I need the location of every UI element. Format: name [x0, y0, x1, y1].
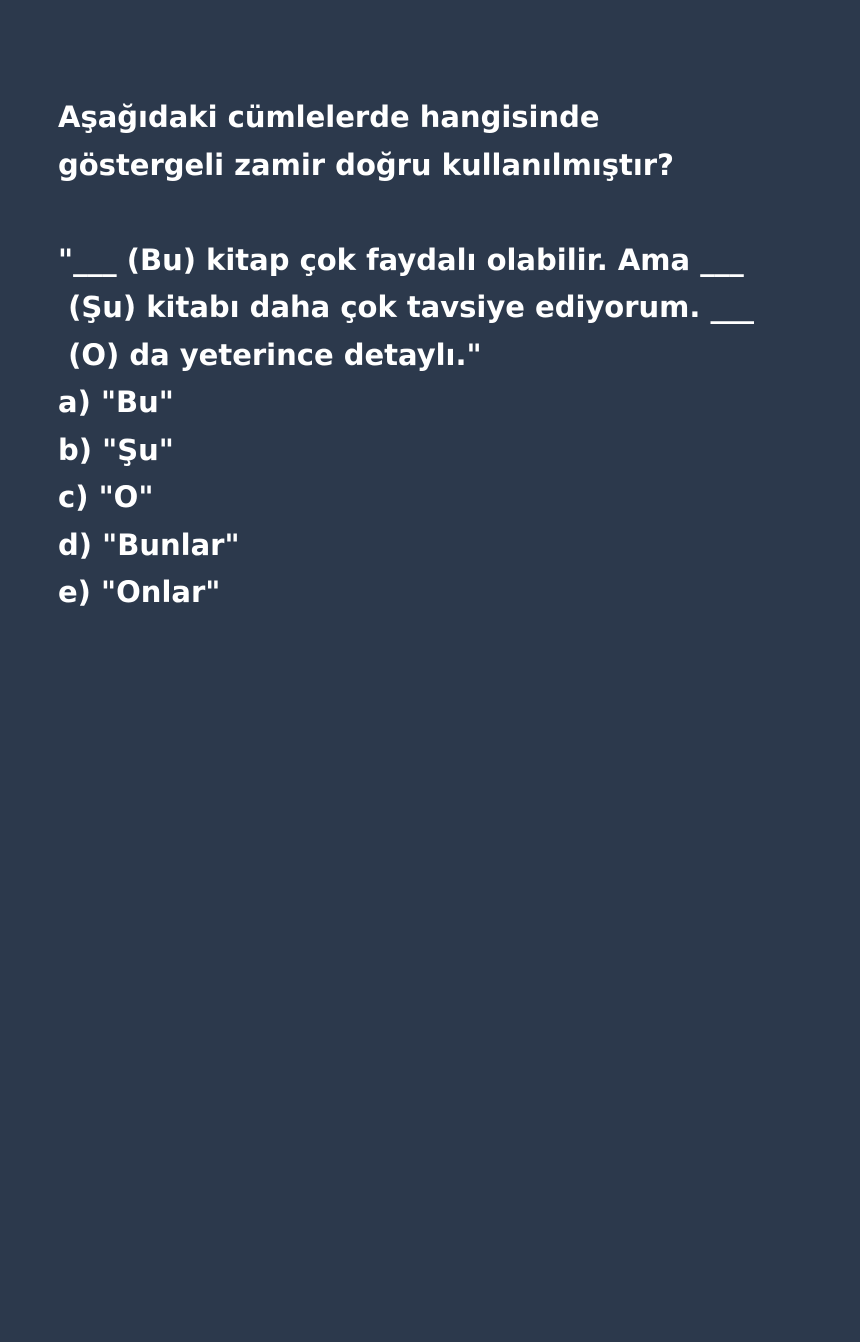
question-line: Aşağıdaki cümlelerde hangisinde	[58, 100, 600, 134]
passage-line: "___ (Bu) kitap çok faydalı olabilir. Ama ___	[58, 242, 744, 277]
passage-line: (O) da yeterince detaylı."	[58, 337, 482, 372]
option-text: "Şu"	[102, 432, 174, 467]
option-b[interactable]	[58, 427, 778, 475]
passage-line: (Şu) kitabı daha çok tavsiye ediyorum. ___	[58, 290, 754, 324]
option-letter: a)	[58, 385, 91, 419]
question-text	[58, 94, 778, 189]
option-a[interactable]	[58, 379, 778, 427]
quiz-card	[58, 94, 778, 617]
option-e[interactable]	[58, 569, 778, 617]
option-letter: d)	[58, 527, 93, 562]
option-text: "Bu"	[100, 385, 174, 419]
answer-options	[58, 379, 778, 617]
passage-text	[58, 237, 778, 380]
option-text: "Bunlar"	[102, 527, 240, 562]
option-d[interactable]	[58, 522, 778, 570]
option-letter: b)	[58, 432, 93, 467]
option-letter: e)	[58, 575, 91, 609]
option-text: "Onlar"	[101, 575, 221, 609]
option-letter: c)	[58, 480, 89, 514]
spacer	[58, 189, 778, 237]
option-c[interactable]	[58, 474, 778, 522]
option-text: "O"	[98, 480, 154, 514]
question-line: göstergeli zamir doğru kullanılmıştır?	[58, 147, 674, 182]
